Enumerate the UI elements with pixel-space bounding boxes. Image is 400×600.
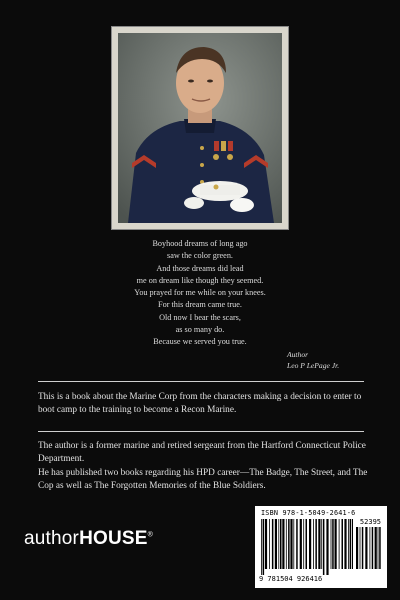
poem-line: You prayed for me while on your knees.	[134, 288, 266, 298]
ean-digits: 9 781504 926416	[259, 575, 323, 583]
barcode-bar	[356, 527, 358, 569]
barcode-bar	[269, 519, 270, 569]
poem-line: For this dream came true.	[158, 300, 242, 310]
barcode-bar	[275, 519, 277, 569]
barcode-bar	[379, 527, 381, 569]
barcode-bar	[378, 527, 379, 569]
barcode-bar	[339, 519, 340, 569]
barcode-bar	[288, 519, 290, 569]
barcode-bar	[375, 527, 377, 569]
isbn-barcode	[255, 506, 387, 588]
barcode-bar	[344, 519, 346, 569]
portrait-image	[118, 33, 282, 223]
poem-line: saw the color green.	[167, 251, 233, 261]
barcode-bar	[360, 527, 361, 569]
barcode-bar	[272, 519, 274, 569]
author-bio	[38, 440, 368, 494]
barcode-bar	[326, 519, 328, 575]
barcode-bar	[309, 519, 311, 569]
barcode-bar	[278, 519, 279, 569]
barcode-bar	[303, 519, 304, 569]
barcode-bar	[370, 527, 371, 569]
barcode-bar	[352, 519, 353, 569]
poem-line: me on dream like though they seemed.	[136, 275, 264, 285]
attribution-name: Leo P LePage Jr.	[287, 361, 340, 370]
author-portrait	[112, 27, 288, 229]
barcode-bar	[296, 519, 298, 569]
barcode-bar	[362, 527, 364, 569]
barcode-bar	[332, 519, 334, 569]
barcode-bar	[265, 519, 267, 569]
barcode-bar	[306, 519, 308, 569]
barcode-bar	[313, 519, 314, 569]
barcode-bar	[318, 519, 320, 569]
barcode-bar	[342, 519, 344, 569]
divider	[38, 381, 364, 382]
barcode-bar	[350, 519, 352, 569]
logo-text-regular: author	[24, 528, 80, 549]
registered-mark: ®	[147, 531, 154, 539]
barcode-bar	[348, 519, 349, 569]
poem-attribution	[287, 349, 339, 371]
author-bio-line: He has published two books regarding his HPD career—The Badge, The Street, and The Cop as well as The Forgotten Memories of the Blue Soldiers.	[38, 467, 368, 492]
barcode-bar	[263, 519, 265, 575]
attribution-role: Author	[287, 350, 309, 359]
barcode-bar	[286, 519, 287, 569]
poem-line: as so many do.	[175, 325, 225, 335]
poem-line: Boyhood dreams of long ago	[152, 239, 248, 248]
barcode-bar	[323, 519, 325, 575]
poem-line: Because we served you true.	[153, 337, 247, 347]
addon-bars	[356, 527, 382, 575]
barcode-bar	[293, 519, 294, 569]
barcode-bar	[261, 519, 262, 575]
barcode-bar	[300, 519, 302, 569]
ean13-bars	[261, 519, 353, 575]
barcode-bar	[315, 519, 317, 569]
barcode-bar	[331, 519, 332, 569]
poem-line: And those dreams did lead	[156, 263, 244, 273]
divider	[38, 431, 364, 432]
barcode-bar	[290, 519, 292, 569]
barcode-bar	[372, 527, 374, 569]
author-bio-line: The author is a former marine and retired sergeant from the Hartford Connecticut Police Department.	[38, 441, 366, 465]
price-addon-digits: 52395	[359, 518, 381, 526]
isbn-text: ISBN 978-1-5049-2641-6	[261, 509, 356, 517]
barcode-bar	[321, 519, 322, 569]
poem-line: Old now I bear the scars,	[159, 312, 241, 322]
logo-text-bold: HOUSE	[79, 528, 148, 549]
book-description: This is a book about the Marine Corp from the characters making a decision to enter to boot camp to the training to become a Recon Marine.	[38, 392, 362, 416]
barcode-bar	[282, 519, 284, 569]
barcode-bar	[365, 527, 367, 569]
barcode-bar	[280, 519, 282, 569]
poem	[80, 238, 320, 349]
publisher-logo	[24, 528, 153, 550]
barcode-bar	[335, 519, 337, 569]
